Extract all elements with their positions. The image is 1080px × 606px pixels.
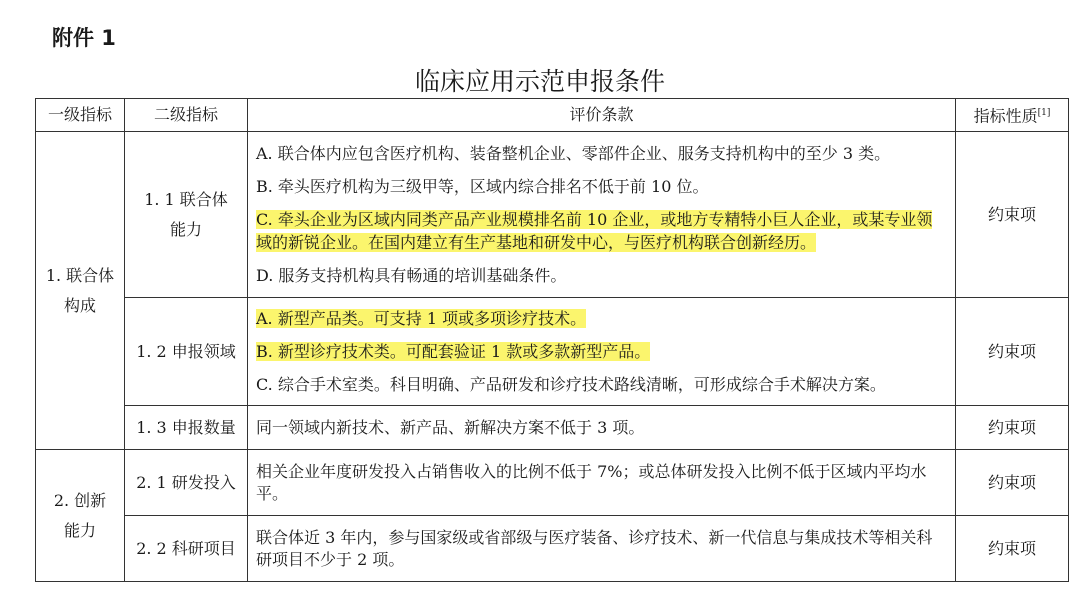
level1-label-line: 1. 联合体 bbox=[45, 265, 115, 285]
nature-cell: 约束项 bbox=[956, 450, 1069, 516]
term-item: C. 综合手术室类。科目明确、产品研发和诊疗技术路线清晰，可形成综合手术解决方案。 bbox=[256, 375, 886, 394]
level1-label-line: 能力 bbox=[63, 520, 96, 540]
footnote-marker: [1] bbox=[1037, 108, 1051, 119]
level1-cell-2 bbox=[36, 450, 125, 582]
term-item: A. 联合体内应包含医疗机构、装备整机企业、零部件企业、服务支持机构中的至少 3 类。 bbox=[256, 144, 891, 163]
term-item-highlighted bbox=[256, 203, 947, 259]
nature-cell: 约束项 bbox=[956, 406, 1069, 450]
level1-label-line: 构成 bbox=[63, 295, 96, 315]
level2-cell: 1. 3 申报数量 bbox=[125, 406, 248, 450]
terms-cell bbox=[248, 132, 956, 298]
level2-cell bbox=[125, 132, 248, 298]
table-row bbox=[36, 298, 1069, 406]
nature-cell: 约束项 bbox=[956, 298, 1069, 406]
level1-label-line: 2. 创新 bbox=[53, 490, 107, 510]
nature-cell: 约束项 bbox=[956, 516, 1069, 582]
terms-cell bbox=[248, 298, 956, 406]
level1-cell-1 bbox=[36, 132, 125, 450]
col-header-level1: 一级指标 bbox=[36, 99, 125, 132]
level2-label-line: 1. 1 联合体 bbox=[144, 189, 228, 209]
terms-cell: 联合体近 3 年内，参与国家级或省部级与医疗装备、诊疗技术、新一代信息与集成技术等相关科研项目不少于 2 项。 bbox=[248, 516, 956, 582]
col-header-nature-label: 指标性质 bbox=[973, 106, 1038, 126]
terms-cell: 相关企业年度研发投入占销售收入的比例不低于 7%；或总体研发投入比例不低于区域内平均水平。 bbox=[248, 450, 956, 516]
table-row bbox=[36, 406, 1069, 450]
conditions-table bbox=[35, 98, 1069, 582]
col-header-terms: 评价条款 bbox=[248, 99, 956, 132]
term-item: D. 服务支持机构具有畅通的培训基础条件。 bbox=[256, 266, 567, 285]
level2-cell: 1. 2 申报领域 bbox=[125, 298, 248, 406]
terms-cell: 同一领域内新技术、新产品、新解决方案不低于 3 项。 bbox=[248, 406, 956, 450]
highlight-mark: C. 牵头企业为区域内同类产品产业规模排名前 10 企业，或地方专精特小巨人企业，或某专业领域的新锐企业。在国内建立有生产基地和研发中心，与医疗机构联合创新经历。 bbox=[256, 210, 933, 252]
annex-label: 附件 1 bbox=[52, 26, 116, 50]
col-header-level2: 二级指标 bbox=[125, 99, 248, 132]
term-item-highlighted bbox=[256, 302, 947, 335]
table-row bbox=[36, 132, 1069, 298]
highlight-mark: B. 新型诊疗技术类。可配套验证 1 款或多款新型产品。 bbox=[256, 342, 651, 361]
col-header-nature bbox=[956, 99, 1069, 132]
term-item: B. 牵头医疗机构为三级甲等，区域内综合排名不低于前 10 位。 bbox=[256, 177, 709, 196]
table-header-row bbox=[36, 99, 1069, 132]
level2-cell: 2. 2 科研项目 bbox=[125, 516, 248, 582]
level2-label-line: 能力 bbox=[169, 219, 202, 239]
term-item-highlighted bbox=[256, 335, 947, 368]
page-title: 临床应用示范申报条件 bbox=[414, 67, 665, 96]
table-row bbox=[36, 450, 1069, 516]
highlight-mark: A. 新型产品类。可支持 1 项或多项诊疗技术。 bbox=[256, 309, 587, 328]
table-row bbox=[36, 516, 1069, 582]
nature-cell: 约束项 bbox=[956, 132, 1069, 298]
level2-cell: 2. 1 研发投入 bbox=[125, 450, 248, 516]
